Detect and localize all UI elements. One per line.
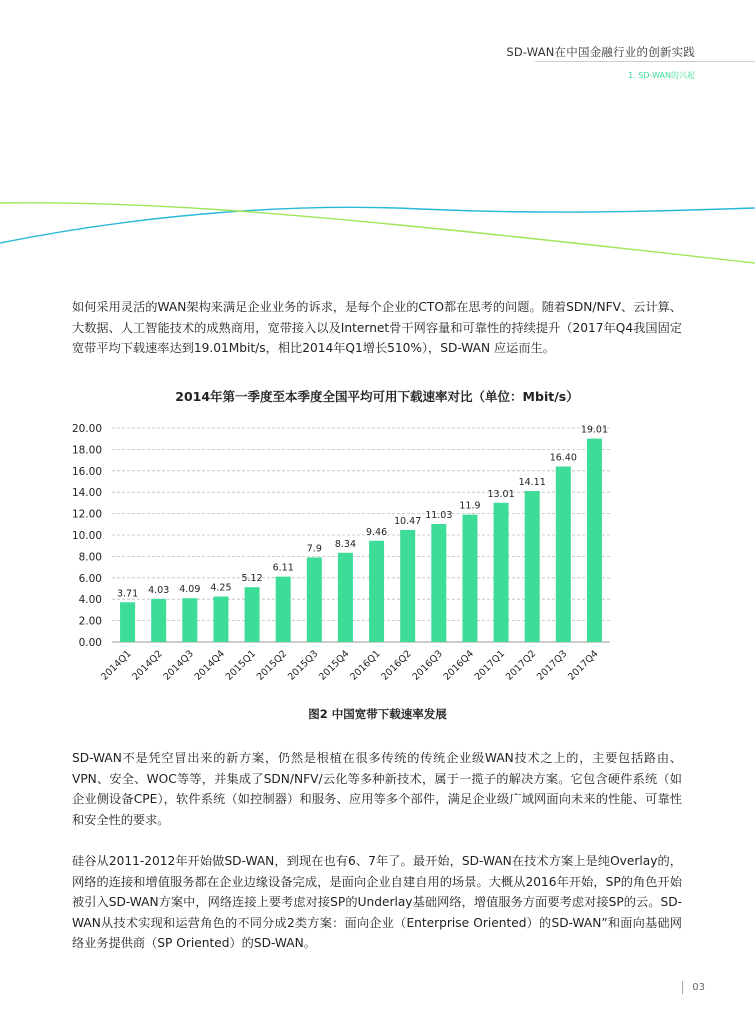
bar-2017Q3	[556, 467, 571, 642]
x-tick-label: 2016Q4	[441, 648, 477, 683]
bar-2016Q2	[400, 530, 415, 642]
data-label: 3.71	[116, 588, 139, 600]
bar-2016Q3	[431, 524, 446, 642]
y-tick-label: 2.00	[78, 615, 102, 628]
x-tick-label: 2015Q2	[254, 648, 290, 683]
x-tick-label: 2014Q4	[192, 648, 228, 683]
x-tick-label: 2015Q3	[285, 648, 321, 683]
y-tick-label: 8.00	[78, 551, 102, 564]
bar-2015Q4	[338, 553, 353, 642]
x-tick-label: 2015Q1	[223, 648, 259, 683]
x-tick-label: 2014Q2	[130, 648, 165, 683]
paragraph-intro: 如何采用灵活的WAN架构来满足企业业务的诉求，是每个企业的CTO都在思考的问题。随着SDN/NFV、云计算、大数据、人工智能技术的成熟商用，宽带接入以及Internet骨干网容量和可靠性的持续提升（2017年Q4我国固定宽带平均下载速率达到19.01Mbit/s，相比2014年Q1增长510%），SD-WAN 应运而生。	[72, 300, 682, 355]
bar-2014Q1	[120, 602, 135, 642]
y-tick-label: 0.00	[78, 637, 102, 649]
x-tick-label: 2017Q2	[503, 648, 539, 683]
y-tick-label: 10.00	[71, 530, 102, 542]
y-tick-label: 18.00	[71, 444, 102, 457]
data-label: 19.01	[580, 424, 609, 436]
figure-caption: 图2 中国宽带下载速率发展	[308, 707, 447, 721]
data-label: 14.11	[518, 477, 546, 489]
header-title: SD-WAN在中国金融行业的创新实践	[506, 45, 695, 59]
data-label: 11.9	[459, 500, 481, 512]
bar-2014Q4	[213, 597, 228, 642]
bandwidth-bar-chart	[0, 380, 755, 700]
decorative-wave-lines	[0, 175, 755, 275]
bar-2014Q2	[151, 599, 166, 642]
x-tick-label: 2016Q3	[410, 648, 445, 683]
header-section-label: 1. SD-WAN的兴起	[628, 71, 695, 80]
x-tick-label: 2016Q2	[379, 648, 414, 683]
data-label: 10.47	[394, 515, 422, 527]
x-tick-label: 2016Q1	[348, 648, 383, 683]
bar-2016Q4	[462, 515, 477, 642]
bar-2017Q2	[525, 491, 540, 642]
y-tick-label: 20.00	[71, 423, 102, 435]
wave-line-cyan	[0, 207, 755, 243]
y-tick-label: 16.00	[71, 465, 102, 478]
y-tick-label: 4.00	[78, 594, 102, 607]
y-tick-label: 14.00	[71, 487, 102, 500]
y-tick-label: 6.00	[78, 572, 102, 585]
bar-2017Q1	[494, 503, 509, 642]
data-label: 7.9	[306, 543, 322, 555]
data-label: 11.03	[425, 509, 453, 521]
page-number: 03	[692, 982, 705, 993]
bar-2015Q2	[276, 577, 291, 642]
data-label: 4.25	[210, 582, 232, 594]
x-tick-label: 2014Q1	[99, 648, 134, 683]
x-tick-label: 2015Q4	[317, 648, 352, 683]
data-label: 5.12	[241, 573, 263, 585]
bar-2015Q1	[245, 587, 260, 642]
paragraph-sdwan-definition: SD-WAN不是凭空冒出来的新方案，仍然是根植在很多传统的传统企业级WAN技术之上的，主要包括路由、VPN、安全、WOC等等，并集成了SDN/NFV/云化等多种新技术，属于一揽子的解决方案。它包含硬件系统（如企业侧设备CPE），软件系统（如控制器）和服务、应用等多个部件，满足企业级广域网面向未来的性能、可靠性和安全性的要求。	[72, 751, 682, 827]
bar-2016Q1	[369, 541, 384, 642]
data-label: 13.01	[487, 488, 515, 500]
data-label: 8.34	[334, 538, 357, 550]
chart-title: 2014年第一季度至本季度全国平均可用下载速率对比（单位：Mbit/s）	[175, 389, 579, 404]
page-number-divider	[682, 981, 683, 994]
data-label: 16.40	[549, 452, 577, 464]
data-label: 6.11	[272, 562, 294, 574]
x-tick-label: 2017Q4	[566, 648, 601, 683]
x-tick-label: 2017Q3	[534, 648, 570, 683]
y-tick-label: 12.00	[71, 508, 102, 521]
data-label: 4.03	[148, 584, 170, 596]
bar-2014Q3	[182, 598, 197, 642]
data-label: 4.09	[179, 584, 201, 596]
bar-2017Q4	[587, 439, 602, 642]
paragraph-sdwan-history: 硅谷从2011-2012年开始做SD-WAN，到现在也有6、7年了。最开始，SD-WAN在技术方案上是纯Overlay的，网络的连接和增值服务都在企业边缘设备完成，是面向企业自建自用的场景。大概从2016年开始，SP的角色开始被引入SD-WAN方案中，网络连接上要考虑对接SP的Underlay基础网络，增值服务方面要考虑对接SP的云。SD-WAN从技术实现和运营角色的不同分成2类方案：面向企业（Enterprise Oriented）的SD-WAN”和面向基础网络业务提供商（SP Oriented）的SD-WAN。	[72, 854, 682, 950]
header-rule	[535, 61, 755, 62]
x-tick-label: 2014Q3	[161, 648, 196, 683]
data-label: 9.46	[365, 526, 388, 538]
bar-2015Q3	[307, 557, 322, 642]
x-tick-label: 2017Q1	[472, 648, 508, 683]
